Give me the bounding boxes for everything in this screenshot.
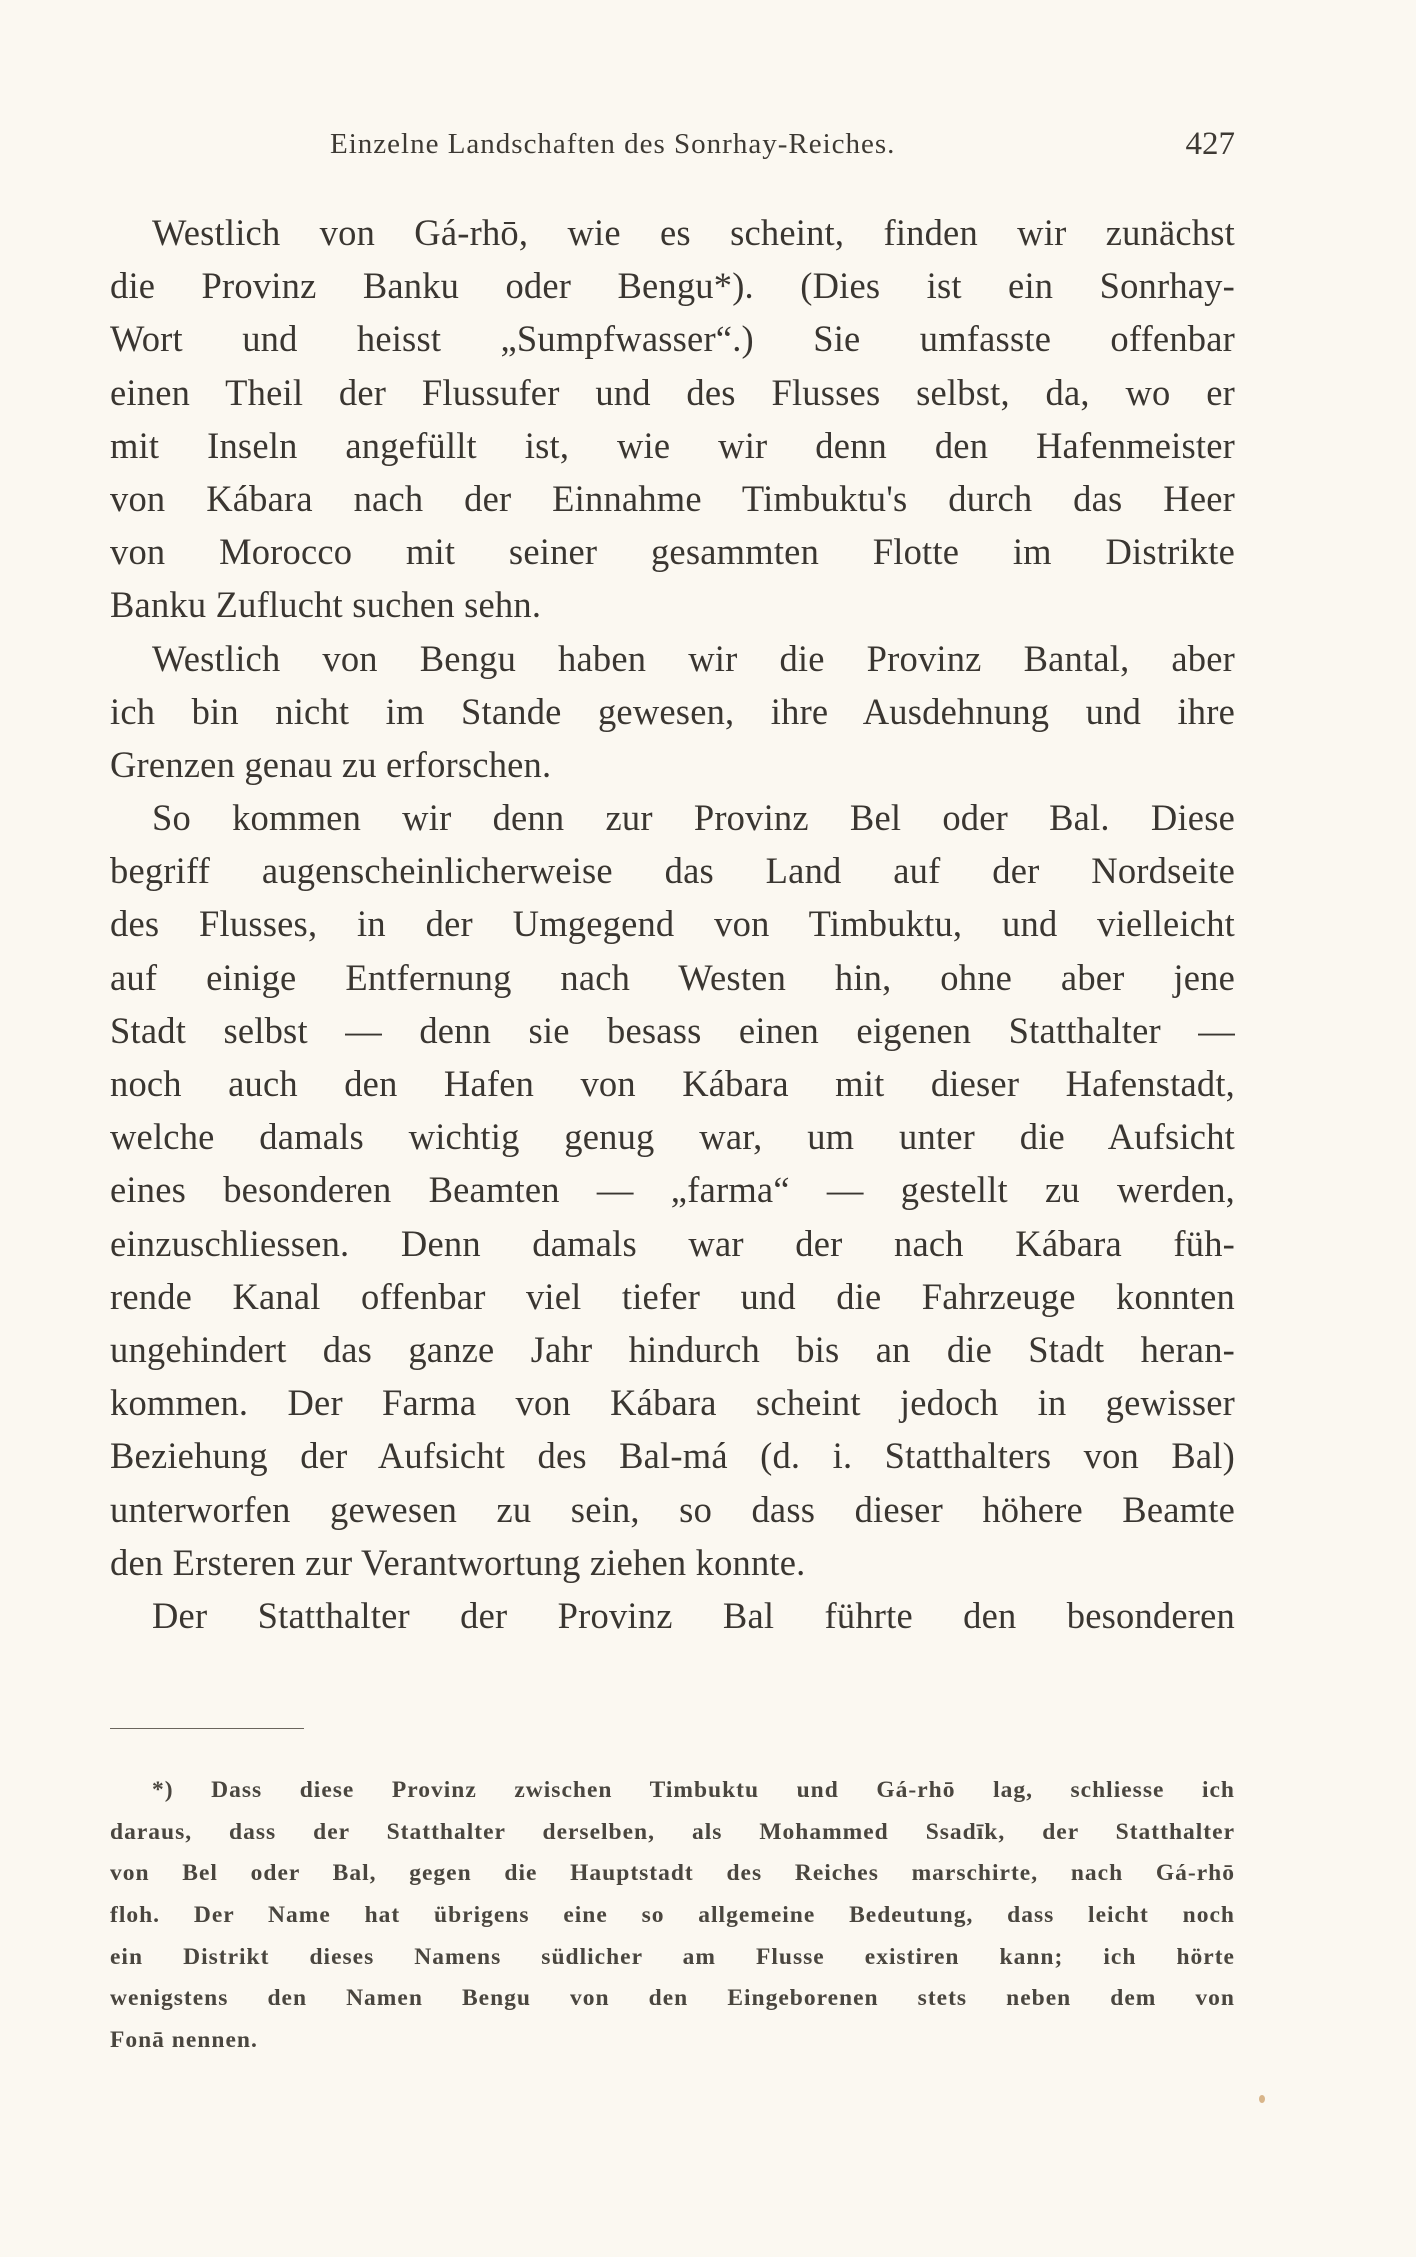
footnote-line: von Bel oder Bal, gegen die Hauptstadt des Reiches marschirte, nach Gá-rhō — [110, 1860, 1235, 1887]
text-line: auf einige Entfernung nach Westen hin, ohne aber jene — [110, 956, 1235, 998]
footnote-line: ein Distrikt dieses Namens südlicher am Flusse existiren kann; ich hörte — [110, 1943, 1235, 1970]
text-line: einzuschliessen. Denn damals war der nach Kábara füh- — [110, 1222, 1235, 1264]
text-line: unterworfen gewesen zu sein, so dass dieser höhere Beamte — [110, 1488, 1235, 1530]
text-line: noch auch den Hafen von Kábara mit dieser Hafenstadt, — [110, 1063, 1235, 1104]
text-line: Banku Zuflucht suchen sehn. — [110, 584, 542, 626]
text-line: eines besonderen Beamten — „farma“ — gestellt zu werden, — [110, 1169, 1235, 1211]
footnote-line: Fonā nennen. — [110, 2027, 258, 2054]
text-line: von Kábara nach der Einnahme Timbuktu's durch das Heer — [110, 477, 1235, 519]
text-line: Der Statthalter der Provinz Bal führte den besonderen — [152, 1594, 1235, 1636]
page-number: 427 — [1185, 126, 1235, 162]
text-line: einen Theil der Flussufer und des Flusses selbst, da, wo er — [110, 371, 1235, 413]
text-line: kommen. Der Farma von Kábara scheint jedoch in gewisser — [110, 1382, 1235, 1424]
text-line: So kommen wir denn zur Provinz Bel oder Bal. Diese — [152, 797, 1235, 839]
text-line: Beziehung der Aufsicht des Bal-má (d. i. Statthalters von Bal) — [110, 1435, 1235, 1477]
text-line: von Morocco mit seiner gesammten Flotte im Distrikte — [110, 531, 1235, 573]
footnote-separator — [110, 1728, 304, 1729]
text-line: die Provinz Banku oder Bengu*). (Dies ist ein Sonrhay- — [110, 265, 1235, 307]
text-line: Westlich von Bengu haben wir die Provinz Bantal, aber — [152, 637, 1235, 679]
text-line: mit Inseln angefüllt ist, wie wir denn den Hafenmeister — [110, 424, 1235, 466]
text-line: begriff augenscheinlicherweise das Land auf der Nordseite — [110, 850, 1235, 892]
running-title: Einzelne Landschaften des Sonrhay-Reiches. — [330, 128, 896, 160]
text-line: den Ersteren zur Verantwortung ziehen konnte. — [110, 1541, 806, 1583]
text-line: des Flusses, in der Umgegend von Timbuktu, und vielleicht — [110, 903, 1235, 945]
body-text — [110, 206, 1235, 1642]
footnote-line: wenigstens den Namen Bengu von den Eingeborenen stets neben dem von — [110, 1985, 1235, 2012]
text-line: rende Kanal offenbar viel tiefer und die Fahrzeuge konnten — [110, 1275, 1235, 1317]
paper-speck — [1259, 2095, 1265, 2103]
text-line: ungehindert das ganze Jahr hindurch bis an die Stadt heran- — [110, 1328, 1235, 1370]
text-line: Grenzen genau zu erforschen. — [110, 743, 552, 785]
text-line: Wort und heisst „Sumpfwasser“.) Sie umfasste offenbar — [110, 318, 1235, 360]
footnote — [110, 1770, 1235, 2062]
text-line: ich bin nicht im Stande gewesen, ihre Ausdehnung und ihre — [110, 690, 1235, 732]
footnote-line: floh. Der Name hat übrigens eine so allgemeine Bedeutung, dass leicht noch — [110, 1902, 1235, 1929]
footnote-line: *) Dass diese Provinz zwischen Timbuktu und Gá-rhō lag, schliesse ich — [152, 1777, 1235, 1803]
text-line: Westlich von Gá-rhō, wie es scheint, finden wir zunächst — [152, 212, 1235, 253]
footnote-line: daraus, dass der Statthalter derselben, als Mohammed Ssadīk, der Statthalter — [110, 1818, 1235, 1845]
text-line: Stadt selbst — denn sie besass einen eigenen Statthalter — — [110, 1009, 1235, 1051]
text-line: welche damals wichtig genug war, um unter die Aufsicht — [110, 1116, 1235, 1158]
page-header — [110, 120, 1235, 180]
